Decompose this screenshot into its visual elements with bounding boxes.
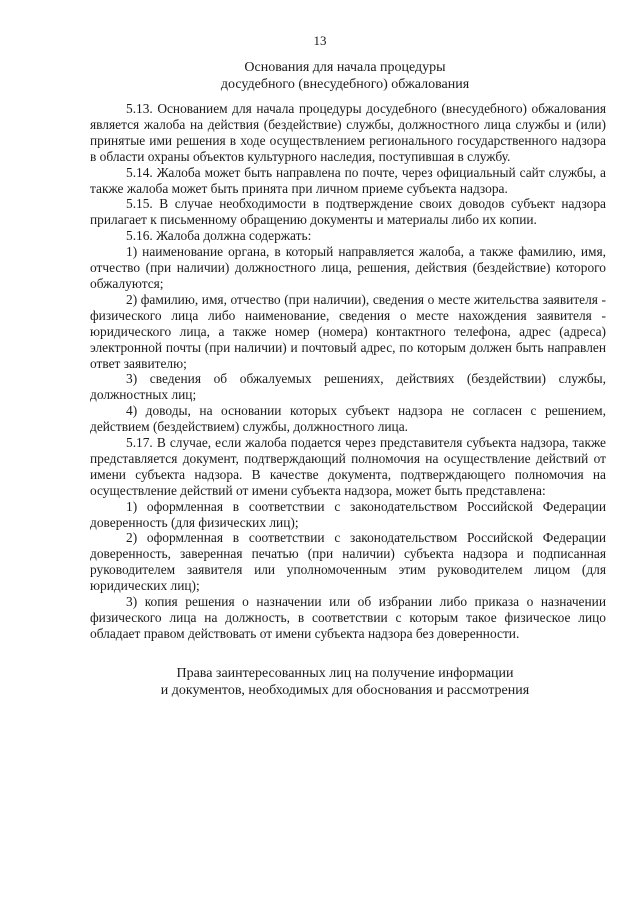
paragraph-5-15: 5.15. В случае необходимости в подтверждение своих доводов субъект надзора прилагает к письменному обращению документы и материалы либо их копии.	[90, 196, 606, 228]
list-item: 4) доводы, на основании которых субъект надзора не согласен с решением, действием (бездействием) службы, должностного лица.	[90, 403, 606, 435]
list-item: 1) наименование органа, в который направляется жалоба, а также фамилию, имя, отчество (при наличии) должностного лица, решения, действия (бездействие) которого обжалуются;	[90, 244, 606, 291]
page-number: 13	[313, 33, 327, 48]
list-item: 2) оформленная в соответствии с законодательством Российской Федерации доверенность, заверенная печатью (при наличии) субъекта надзора и подписанная руководителем заявителя или уполномоченным этим руководителем лицом (для юридических лиц);	[90, 530, 606, 594]
paragraph-5-17: 5.17. В случае, если жалоба подается через представителя субъекта надзора, также представляется документ, подтверждающий полномочия на осуществление действий от имени субъекта надзора. В качестве документа, подтверждающего полномочия на осуществление действий от имени субъекта надзора, может быть представлена:	[90, 435, 606, 498]
document-body	[90, 101, 606, 642]
paragraph-5-14: 5.14. Жалоба может быть направлена по почте, через официальный сайт службы, а также жалоба может быть принята при личном приеме субъекта надзора.	[90, 164, 606, 196]
list-item: 1) оформленная в соответствии с законодательством Российской Федерации доверенность (для физических лиц);	[90, 498, 606, 530]
heading-line: досудебного (внесудебного) обжалования	[220, 77, 470, 92]
paragraph-5-13: 5.13. Основанием для начала процедуры досудебного (внесудебного) обжалования является жалоба на действия (бездействие) службы, должностного лица службы и (или) принятые ими решения в ходе осуществлением регионального государственного надзора в области охраны объектов культурного наследия, поступившая в службу.	[90, 101, 606, 164]
list-item: 2) фамилию, имя, отчество (при наличии), сведения о месте жительства заявителя - физического лица либо наименование, сведения о месте нахождения заявителя - юридического лица, а также номер (номера) контактного телефона, адрес (адреса) электронной почты (при наличии) и почтовый адрес, по которым должен быть направлен ответ заявителю;	[90, 291, 606, 371]
section-heading-rights-to-information	[100, 665, 590, 699]
list-item: 3) сведения об обжалуемых решениях, действиях (бездействии) службы, должностных лиц;	[90, 371, 606, 403]
heading-line: Права заинтересованных лиц на получение информации	[176, 666, 514, 681]
heading-line: Основания для начала процедуры	[244, 60, 446, 75]
heading-line: и документов, необходимых для обоснования и рассмотрения	[160, 683, 530, 698]
paragraph-5-16: 5.16. Жалоба должна содержать:	[126, 228, 312, 244]
section-heading-appeal-grounds	[100, 59, 590, 93]
list-item: 3) копия решения о назначении или об избрании либо приказа о назначении физического лица на должность, в соответствии с которым такое физическое лицо обладает правом действовать от имени субъекта надзора без доверенности.	[90, 594, 606, 641]
